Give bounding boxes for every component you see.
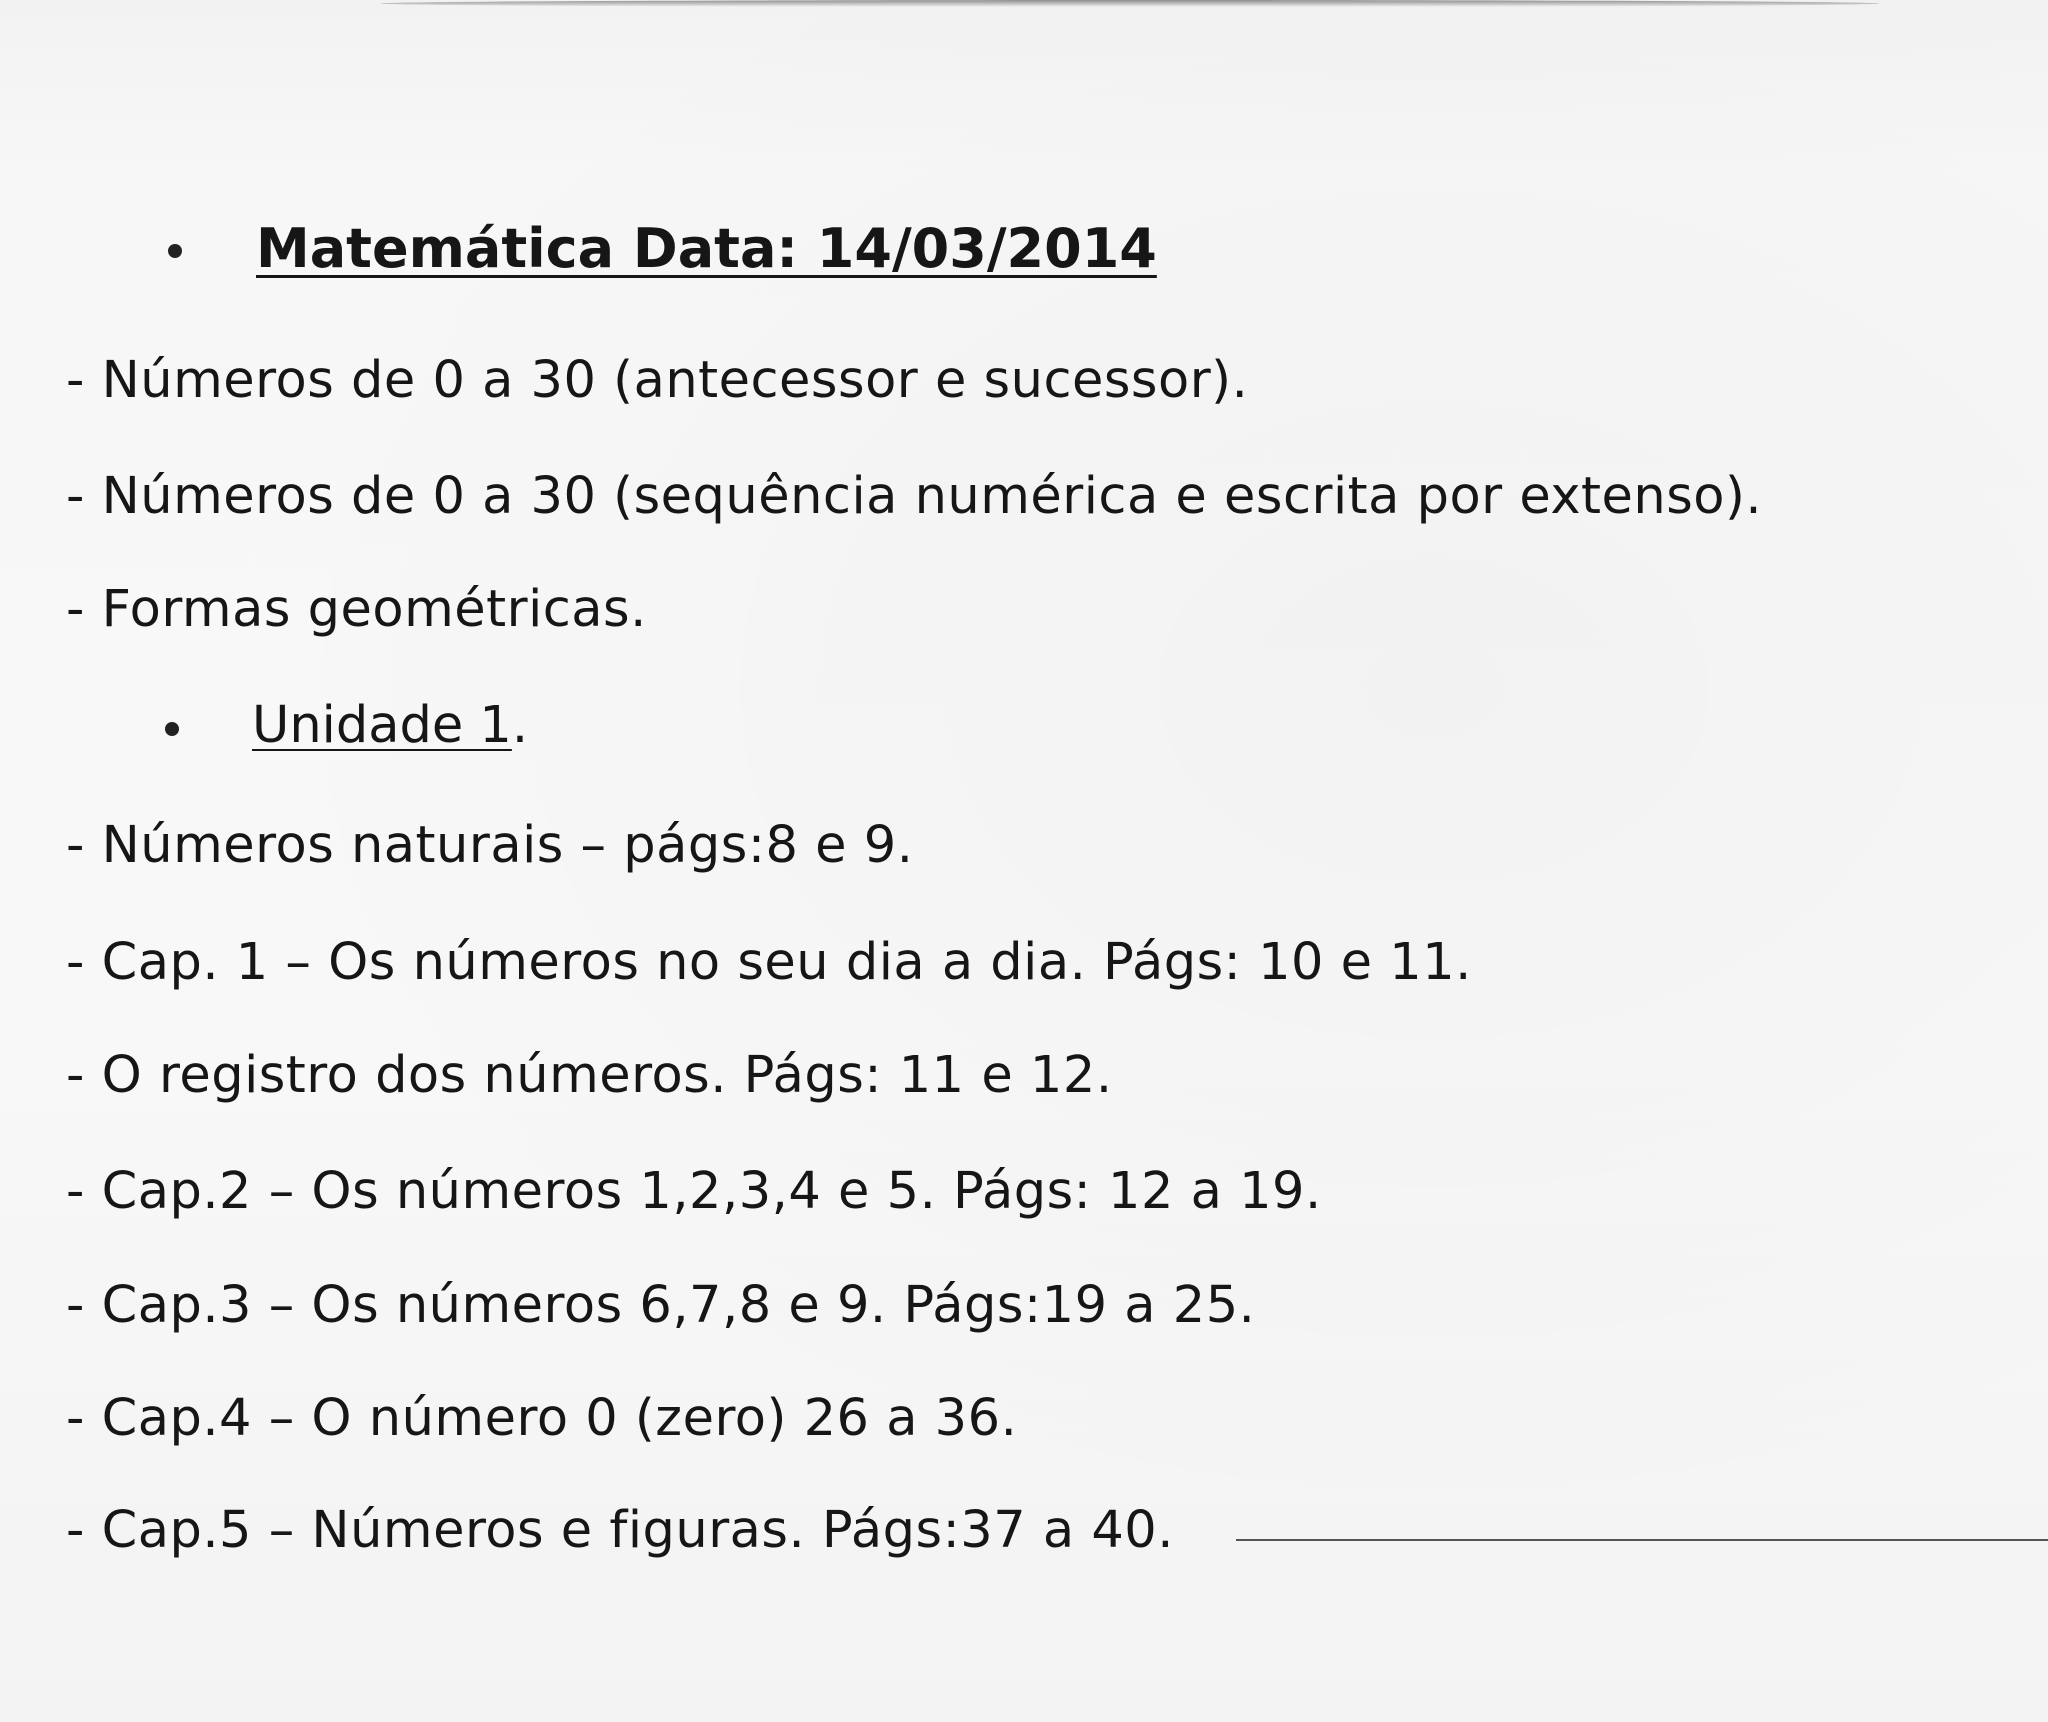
list-item: - Cap.5 – Números e figuras. Págs:37 a 40. — [66, 1501, 1174, 1560]
trailing-rule-line — [1236, 1539, 2048, 1541]
list-item: - Números de 0 a 30 (antecessor e sucessor). — [66, 351, 1249, 410]
unit-heading-suffix: . — [511, 696, 529, 755]
list-item: - Cap.3 – Os números 6,7,8 e 9. Págs:19 a 25. — [66, 1276, 1256, 1335]
unit-line — [252, 696, 529, 755]
list-item: - O registro dos números. Págs: 11 e 12. — [66, 1046, 1113, 1105]
unit-heading: Unidade 1 — [252, 696, 512, 755]
heading-line — [256, 217, 1157, 280]
page-title: Matemática Data: 14/03/2014 — [256, 217, 1157, 280]
list-item: - Números naturais – págs:8 e 9. — [66, 816, 914, 875]
list-item: - Cap. 1 – Os números no seu dia a dia. Págs: 10 e 11. — [66, 933, 1472, 992]
unit-bullet — [165, 722, 179, 736]
heading-bullet — [168, 244, 182, 258]
list-item: - Formas geométricas. — [66, 580, 647, 639]
list-item: - Cap.2 – Os números 1,2,3,4 e 5. Págs: 12 a 19. — [66, 1162, 1322, 1221]
list-item: - Números de 0 a 30 (sequência numérica e escrita por extenso). — [66, 467, 1763, 526]
list-item: - Cap.4 – O número 0 (zero) 26 a 36. — [66, 1389, 1018, 1448]
scan-edge-shadow — [380, 0, 1880, 7]
